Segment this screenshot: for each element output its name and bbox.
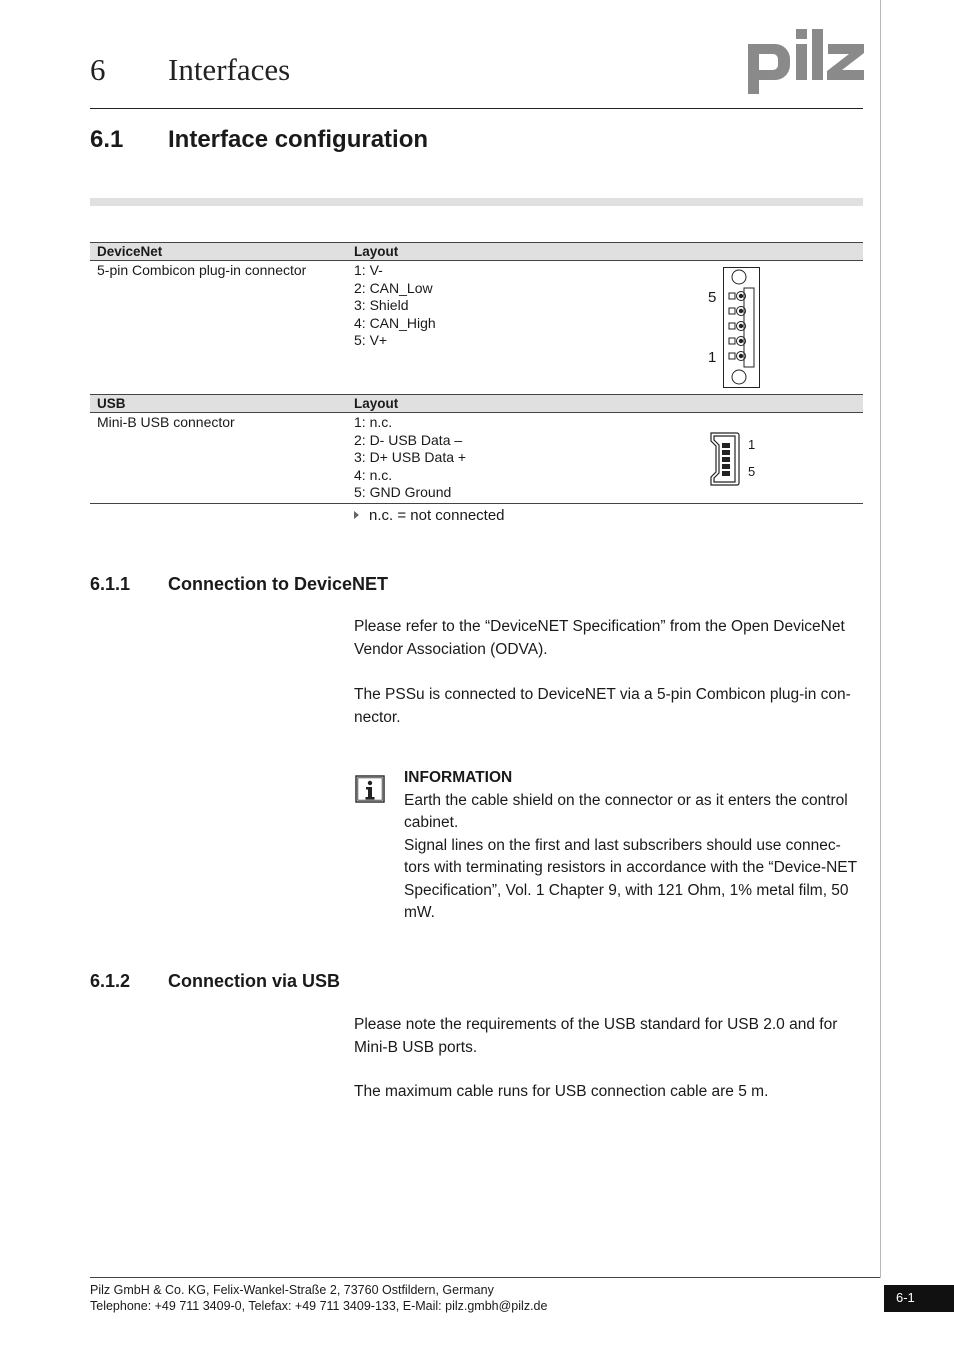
usb-pin-list (354, 414, 466, 502)
paragraph: Please refer to the “DeviceNET Specification” from the Open DeviceNet Vendor Association (ODVA). (354, 618, 845, 658)
section-title: Interface configuration (168, 126, 429, 153)
layout-col-header: Layout (354, 244, 399, 259)
combicon-label-top: 5 (708, 289, 717, 306)
devicenet-pin-list (354, 262, 436, 350)
devicenet-pin: 2: CAN_Low (354, 279, 433, 296)
information-block (404, 767, 866, 925)
devicenet-pin: 5: V+ (354, 332, 388, 349)
subsection-title: Connection via USB (168, 971, 341, 991)
subsection-title: Connection to DeviceNET (168, 574, 389, 594)
paragraph: The PSSu is connected to DeviceNET via a 5-pin Combicon plug-in con-nector. (354, 686, 851, 726)
bullet-arrow-icon (354, 511, 359, 519)
footer-address: Pilz GmbH & Co. KG, Felix-Wankel-Straße 2, 73760 Ostfildern, Germany (90, 1283, 494, 1297)
paragraph: Please note the requirements of the USB standard for USB 2.0 and for Mini-B USB ports. (354, 1016, 838, 1056)
usb-row-label: Mini-B USB connector (97, 414, 235, 430)
info-icon (355, 775, 385, 803)
devicenet-row-label: 5-pin Combicon plug-in connector (97, 262, 307, 278)
footer-rule (90, 1277, 880, 1278)
section-number: 6.1 (90, 126, 124, 153)
subsection-number: 6.1.1 (90, 574, 131, 594)
devicenet-table-header (90, 242, 863, 261)
combicon-label-bottom: 1 (708, 349, 717, 366)
information-title: INFORMATION (404, 769, 513, 786)
footer-contact: Telephone: +49 711 3409-0, Telefax: +49 711 3409-133, E-Mail: pilz.gmbh@pilz.de (90, 1299, 548, 1313)
right-margin-rule (880, 0, 881, 1278)
devicenet-pin: 1: V- (354, 262, 383, 278)
page-number-tab (884, 1285, 954, 1312)
usb-pin: 5: GND Ground (354, 484, 452, 501)
combicon-connector-diagram (722, 266, 762, 390)
information-text: Earth the cable shield on the connector or as it enters the control cabinet. (404, 791, 848, 831)
table-note (354, 507, 505, 524)
usb-pin: 2: D- USB Data – (354, 431, 463, 448)
chapter-title: Interfaces (168, 52, 291, 87)
devicenet-pin: 4: CAN_High (354, 314, 436, 331)
usb-pin: 1: n.c. (354, 414, 393, 430)
subsection-number: 6.1.2 (90, 971, 131, 991)
pilz-logo (748, 26, 866, 96)
usb-table-header (90, 394, 863, 413)
devicenet-col-header: DeviceNet (97, 244, 163, 259)
usb-pin: 3: D+ USB Data + (354, 449, 467, 466)
paragraph: The maximum cable runs for USB connection cable are 5 m. (354, 1083, 769, 1100)
devicenet-pin: 3: Shield (354, 297, 409, 314)
usb-label-bottom: 5 (748, 464, 756, 479)
usb-label-top: 1 (748, 437, 756, 452)
mini-usb-connector-diagram (709, 431, 743, 487)
usb-pin: 4: n.c. (354, 466, 393, 483)
chapter-number: 6 (90, 52, 106, 87)
header-rule (90, 108, 863, 109)
section-divider-bar (90, 198, 863, 206)
page-number: 6-1 (896, 1290, 915, 1305)
information-text: Signal lines on the first and last subscribers should use connec-tors with terminating resistors in accordance with the “Device-NET Specification”, Vol. 1 Chapter 9, with 121 Ohm, 1% metal film, 50 mW. (404, 836, 857, 921)
usb-col-header: USB (97, 396, 126, 411)
table-note-text: n.c. = not connected (369, 507, 505, 524)
layout-col-header: Layout (354, 396, 399, 411)
table-bottom-rule (90, 503, 863, 504)
